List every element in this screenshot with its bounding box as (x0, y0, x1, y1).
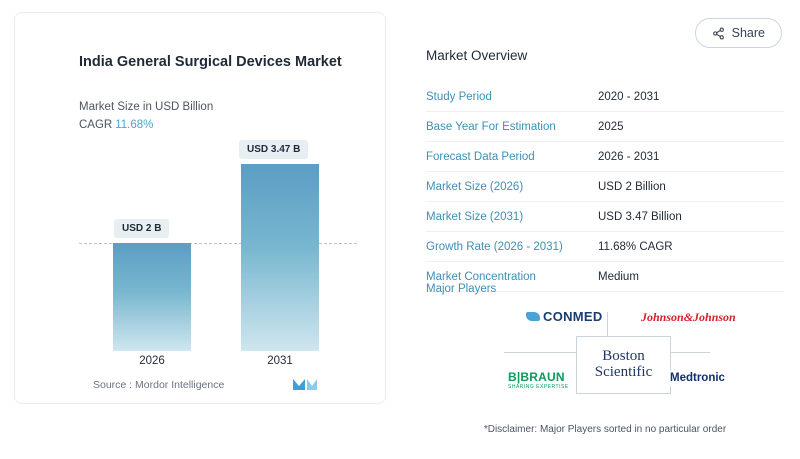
row-value: 2020 - 2031 (598, 90, 660, 103)
source-label: Source : Mordor Intelligence (93, 379, 225, 391)
market-overview-title: Market Overview (426, 48, 528, 63)
bar-chart-plot-area (79, 141, 357, 367)
player-label: B|BRAUN (508, 370, 565, 384)
major-players-diagram (430, 300, 784, 405)
row-value: Medium (598, 270, 639, 283)
x-tick-2026: 2026 (139, 355, 165, 367)
x-tick-2031: 2031 (267, 355, 293, 367)
bar-label-2031: USD 3.47 B (239, 140, 308, 159)
row-key: Forecast Data Period (426, 150, 535, 163)
player-label: Medtronic (670, 372, 725, 384)
row-key: Base Year For Estimation (426, 120, 556, 133)
mordor-intelligence-logo-icon (292, 375, 318, 393)
player-label-line1: Boston (602, 348, 645, 365)
row-value: 11.68% CAGR (598, 240, 673, 253)
row-key: Market Size (2026) (426, 180, 524, 193)
row-key: Market Concentration (426, 270, 536, 283)
row-key: Growth Rate (2026 - 2031) (426, 240, 563, 253)
bar-2026 (113, 243, 191, 351)
player-boston-scientific (576, 336, 671, 394)
bar-label-2026: USD 2 B (114, 219, 169, 238)
player-label: CONMED (543, 309, 603, 324)
table-row (426, 142, 784, 172)
player-b-braun (504, 368, 573, 392)
cagr-value: 11.68% (115, 119, 154, 131)
share-button-label: Share (731, 26, 765, 40)
player-conmed (522, 307, 607, 326)
player-johnson-and-johnson (637, 308, 740, 327)
share-icon (712, 27, 725, 40)
disclaimer-text: *Disclaimer: Major Players sorted in no particular order (483, 424, 727, 435)
row-value: USD 2 Billion (598, 180, 666, 193)
table-row (426, 172, 784, 202)
major-players-title: Major Players (426, 283, 497, 295)
share-button[interactable] (695, 18, 782, 48)
player-label-line2: Scientific (594, 364, 653, 380)
table-row (426, 82, 784, 112)
table-row (426, 112, 784, 142)
table-row (426, 232, 784, 262)
cagr-label: CAGR (79, 119, 113, 131)
player-label: Johnson&Johnson (641, 310, 736, 324)
row-key: Study Period (426, 90, 492, 103)
row-key: Market Size (2031) (426, 210, 524, 223)
chart-title: India General Surgical Devices Market (79, 54, 342, 70)
bar-2031 (241, 164, 319, 351)
player-tagline: SHARING EXPERTISE (508, 384, 569, 390)
chart-subtitle: Market Size in USD Billion (79, 101, 214, 113)
row-value: 2025 (598, 120, 624, 133)
market-overview-table (426, 82, 784, 292)
cagr-annotation (79, 119, 153, 131)
player-medtronic (666, 370, 729, 386)
table-row (426, 202, 784, 232)
row-value: USD 3.47 Billion (598, 210, 682, 223)
chart-card (14, 12, 386, 404)
row-value: 2026 - 2031 (598, 150, 660, 163)
conmed-mark-icon (526, 312, 540, 321)
